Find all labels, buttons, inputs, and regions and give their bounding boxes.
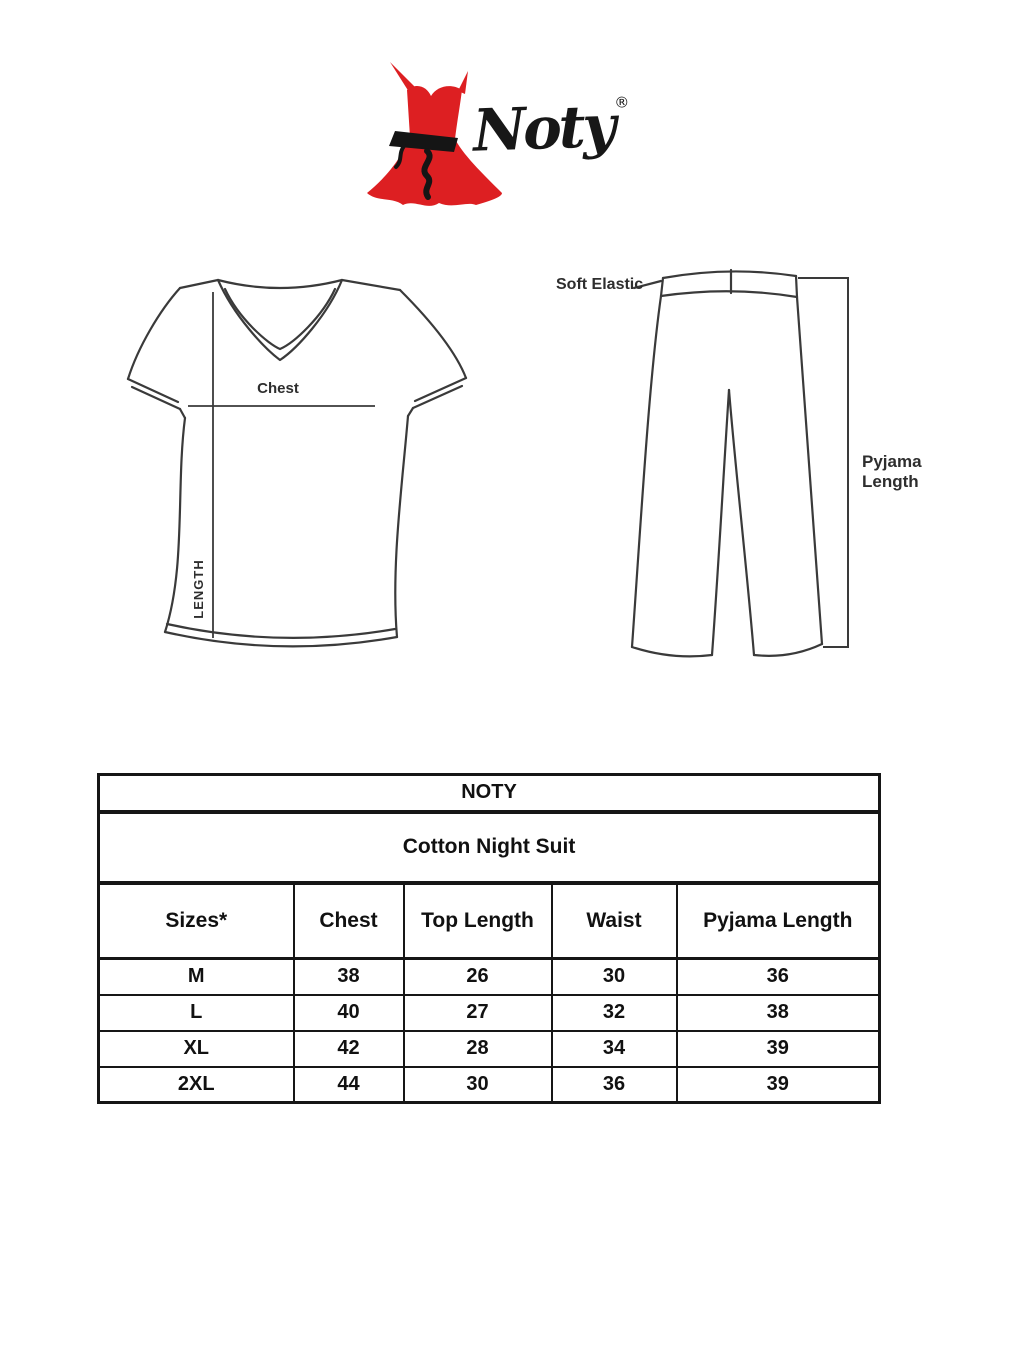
pyjama-length-label-line2: Length: [862, 472, 919, 491]
size-table: [97, 773, 878, 1104]
cell-size: XL: [99, 1031, 294, 1067]
cell-pyjama-length: 39: [677, 1031, 880, 1067]
table-header-row: [99, 883, 880, 959]
table-brand-row: [99, 775, 880, 812]
brand-logo: [355, 54, 685, 219]
cell-size: L: [99, 995, 294, 1031]
registered-trademark-symbol: ®: [614, 93, 630, 112]
length-label: LENGTH: [191, 559, 206, 619]
cell-chest: 40: [294, 995, 404, 1031]
table-product-title: Cotton Night Suit: [99, 812, 880, 883]
cell-top-length: 30: [404, 1067, 552, 1103]
brand-name-text: Noty: [471, 91, 615, 165]
pyjama-length-label: [862, 452, 922, 492]
brand-name: [472, 91, 631, 164]
cell-top-length: 27: [404, 995, 552, 1031]
col-header-chest: Chest: [294, 883, 404, 959]
cell-pyjama-length: 39: [677, 1067, 880, 1103]
col-header-top-length: Top Length: [404, 883, 552, 959]
top-measurement-diagram: [110, 252, 505, 682]
cell-waist: 36: [552, 1067, 677, 1103]
soft-elastic-label: Soft Elastic: [556, 276, 644, 293]
cell-waist: 34: [552, 1031, 677, 1067]
table-product-row: [99, 812, 880, 883]
table-row-m: [99, 959, 880, 995]
col-header-pyjama-length: Pyjama Length: [677, 883, 880, 959]
table-brand-title: NOTY: [99, 775, 880, 812]
pyjama-length-label-line1: Pyjama: [862, 452, 922, 471]
pyjama-length-bracket: [798, 278, 848, 647]
cell-chest: 42: [294, 1031, 404, 1067]
cell-chest: 44: [294, 1067, 404, 1103]
cell-size: 2XL: [99, 1067, 294, 1103]
col-header-waist: Waist: [552, 883, 677, 959]
cell-waist: 32: [552, 995, 677, 1031]
col-header-sizes: Sizes*: [99, 883, 294, 959]
cell-waist: 30: [552, 959, 677, 995]
cell-pyjama-length: 36: [677, 959, 880, 995]
cell-chest: 38: [294, 959, 404, 995]
cell-top-length: 28: [404, 1031, 552, 1067]
cell-size: M: [99, 959, 294, 995]
table-row-xl: [99, 1031, 880, 1067]
table-row-2xl: [99, 1067, 880, 1103]
table-row-l: [99, 995, 880, 1031]
cell-pyjama-length: 38: [677, 995, 880, 1031]
cell-top-length: 26: [404, 959, 552, 995]
chest-label: Chest: [257, 380, 299, 397]
